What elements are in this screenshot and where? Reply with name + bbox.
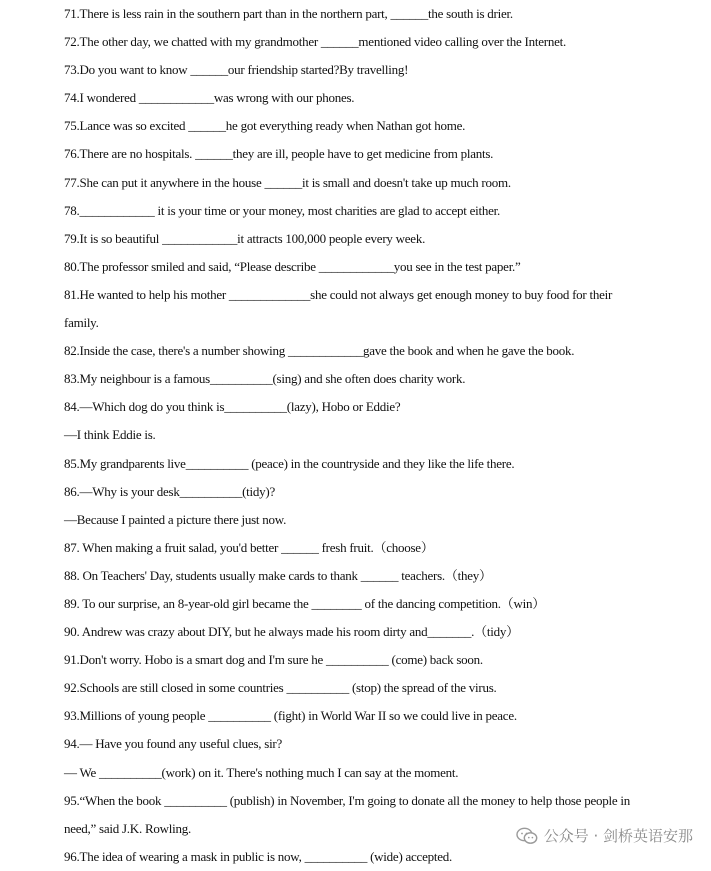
exercise-line-80: 80.The professor smiled and said, “Please describe ____________you see in the test paper.” xyxy=(64,258,521,274)
exercise-line-88: 88. On Teachers' Day, students usually make cards to thank ______ teachers.（they） xyxy=(64,567,492,583)
watermark xyxy=(516,825,693,846)
exercise-line-77: 77.She can put it anywhere in the house ______it is small and doesn't take up much room. xyxy=(64,174,511,190)
exercise-line-79: 79.It is so beautiful ____________it attracts 100,000 people every week. xyxy=(64,230,426,246)
exercise-line-94-answer: — We __________(work) on it. There's nothing much I can say at the moment. xyxy=(64,764,459,780)
exercise-line-89: 89. To our surprise, an 8-year-old girl became the ________ of the dancing competition.（win） xyxy=(64,595,546,611)
exercise-line-71: 71.There is less rain in the southern part than in the northern part, ______the south is drier. xyxy=(64,6,513,21)
exercise-line-74: 74.I wondered ____________was wrong with our phones. xyxy=(64,90,355,106)
exercise-line-81-cont: family. xyxy=(64,315,99,331)
exercise-line-94: 94.— Have you found any useful clues, sir? xyxy=(64,736,283,752)
watermark-text: 公众号 · 剑桥英语安那 xyxy=(543,827,693,845)
exercise-line-91: 91.Don't worry. Hobo is a smart dog and I'm sure he __________ (come) back soon. xyxy=(64,652,483,668)
exercise-line-75: 75.Lance was so excited ______he got everything ready when Nathan got home. xyxy=(64,118,466,134)
exercise-line-84: 84.—Which dog do you think is__________(lazy), Hobo or Eddie? xyxy=(64,399,401,415)
exercise-line-86-answer: —Because I painted a picture there just now. xyxy=(64,511,287,527)
exercise-line-93: 93.Millions of young people __________ (fight) in World War II so we could live in peace. xyxy=(64,708,517,724)
exercise-line-72: 72.The other day, we chatted with my grandmother ______mentioned video calling over the Internet. xyxy=(64,34,566,50)
exercise-line-84-answer: —I think Eddie is. xyxy=(64,427,156,443)
exercise-line-95-cont: need,” said J.K. Rowling. xyxy=(64,820,191,836)
exercise-line-90: 90. Andrew was crazy about DIY, but he always made his room dirty and_______.（tidy） xyxy=(64,624,519,640)
exercise-line-73: 73.Do you want to know ______our friendship started?By travelling! xyxy=(64,62,409,78)
exercise-line-86: 86.—Why is your desk__________(tidy)? xyxy=(64,483,276,499)
exercise-line-85: 85.My grandparents live__________ (peace) in the countryside and they like the life there. xyxy=(64,455,515,471)
exercise-line-82: 82.Inside the case, there's a number showing ____________gave the book and when he gave the book. xyxy=(64,343,575,359)
exercise-line-81: 81.He wanted to help his mother _____________she could not always get enough money to buy food for their xyxy=(64,286,613,302)
exercise-line-83: 83.My neighbour is a famous__________(sing) and she often does charity work. xyxy=(64,371,466,387)
exercise-line-76: 76.There are no hospitals. ______they are ill, people have to get medicine from plants. xyxy=(64,146,494,162)
exercise-line-92: 92.Schools are still closed in some countries __________ (stop) the spread of the virus. xyxy=(64,680,497,696)
exercise-line-96: 96.The idea of wearing a mask in public is now, __________ (wide) accepted. xyxy=(64,848,452,864)
exercise-line-78: 78.____________ it is your time or your money, most charities are glad to accept either. xyxy=(64,202,501,218)
exercise-line-87: 87. When making a fruit salad, you'd better ______ fresh fruit.（choose） xyxy=(64,539,434,555)
wechat-icon xyxy=(516,827,538,845)
exercise-line-95: 95.“When the book __________ (publish) in November, I'm going to donate all the money to help those people in xyxy=(64,792,630,808)
